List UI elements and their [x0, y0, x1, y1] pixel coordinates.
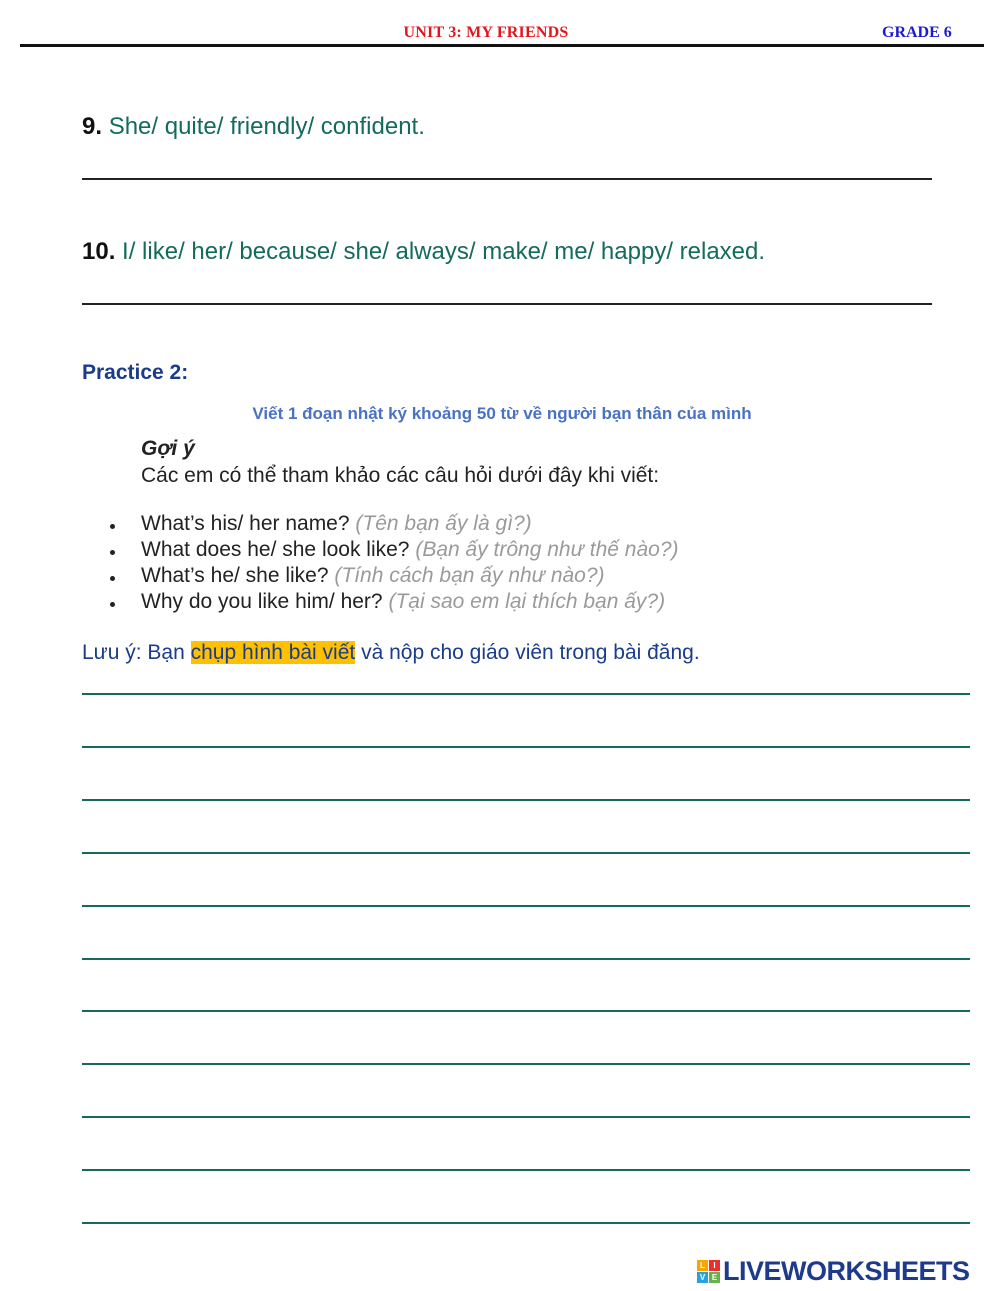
guide-question-en: What’s he/ she like? [141, 564, 329, 587]
writing-line[interactable] [82, 958, 970, 960]
guide-question-vi: (Tính cách bạn ấy như nào?) [334, 564, 605, 587]
question-number: 9. [82, 113, 103, 140]
question-text: I/ like/ her/ because/ she/ always/ make/ me/ happy/ relaxed. [122, 238, 766, 265]
question-text: She/ quite/ friendly/ confident. [108, 113, 425, 140]
guide-question-en: What does he/ she look like? [141, 538, 410, 561]
guide-question-vi: (Bạn ấy trông như thế nào?) [415, 538, 679, 561]
question-number: 10. [82, 238, 116, 265]
writing-line[interactable] [82, 1222, 970, 1224]
submission-note [82, 641, 700, 665]
practice-instruction: Viết 1 đoạn nhật ký khoảng 50 từ về người bạn thân của mình [252, 404, 752, 423]
note-highlight: chụp hình bài viết [190, 641, 356, 664]
writing-line[interactable] [82, 852, 970, 854]
writing-line[interactable] [82, 746, 970, 748]
bullet-icon [110, 524, 115, 529]
writing-line[interactable] [82, 1063, 970, 1065]
writing-line[interactable] [82, 1010, 970, 1012]
question-10 [82, 238, 765, 266]
guide-question-en: What’s his/ her name? [141, 512, 350, 535]
writing-line[interactable] [82, 905, 970, 907]
answer-line-10[interactable] [82, 303, 932, 305]
bullet-icon [110, 550, 115, 555]
guide-question-en: Why do you like him/ her? [141, 590, 383, 613]
guide-question-vi: (Tại sao em lại thích bạn ấy?) [388, 590, 666, 613]
hint-text: Các em có thể tham khảo các câu hỏi dưới đây khi viết: [141, 464, 660, 487]
liveworksheets-logo-icon: L I V E [697, 1260, 720, 1283]
writing-line[interactable] [82, 693, 970, 695]
writing-line[interactable] [82, 1169, 970, 1171]
hint-title: Gợi ý [141, 437, 195, 460]
practice-title: Practice 2: [82, 361, 189, 384]
logo-text: LIVEWORKSHEETS [723, 1255, 970, 1286]
note-suffix: và nộp cho giáo viên trong bài đăng. [355, 641, 700, 664]
header-divider [20, 44, 984, 47]
question-9 [82, 113, 425, 141]
grade-label: GRADE 6 [882, 24, 952, 41]
guide-question-vi: (Tên bạn ấy là gì?) [355, 512, 532, 535]
writing-line[interactable] [82, 799, 970, 801]
bullet-icon [110, 602, 115, 607]
bullet-icon [110, 576, 115, 581]
writing-line[interactable] [82, 1116, 970, 1118]
liveworksheets-logo [697, 1254, 970, 1288]
note-prefix: Lưu ý: Bạn [82, 641, 191, 664]
unit-title: UNIT 3: MY FRIENDS [403, 24, 569, 41]
answer-line-9[interactable] [82, 178, 932, 180]
